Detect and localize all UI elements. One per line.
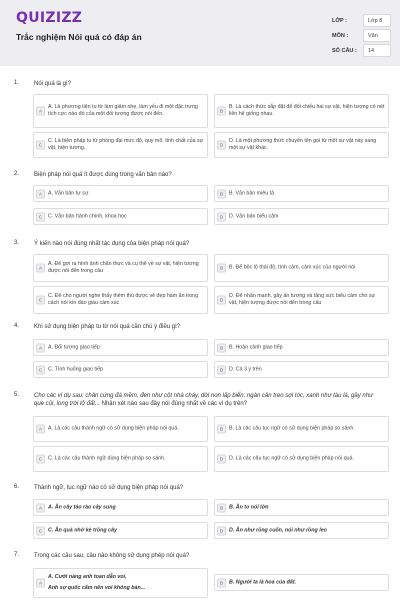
option-text: C. Để cho người nghe thấy thêm thú được vẻ đẹp hàm ẩn trong cách nói kín đáo giàu cảm xúc [48,292,199,306]
question-number: 6. [14,484,20,490]
option-letter: B [217,189,226,198]
option-text: D. Là các câu tục ngữ có sử dụng biện pháp nói quá. [229,455,354,462]
option-c[interactable] [33,286,208,314]
question-text: Ý kiến nào nói đúng nhất tác dụng của biện pháp nói quá? [34,241,190,247]
option-text: B. Văn bản miêu tả [229,189,275,196]
option-d[interactable] [214,208,389,225]
option-letter: D [217,365,226,374]
option-b[interactable] [214,574,389,591]
option-c[interactable] [33,446,208,472]
option-a[interactable] [33,254,208,282]
option-text: D. Văn bản biểu cảm [229,212,279,219]
question-examples: Cho các ví dụ sau: chân cứng đá mềm, đen như cột nhà cháy, dời non lấp biển, ngàn cân treo sợi tóc, xanh như tàu lá, gầy như que củi, long trời lở đất... [34,393,373,407]
option-text: B. Là các câu tục ngữ có sử dụng biện pháp so sánh. [229,425,355,432]
option-text: A. Là phương tiện tu từ làm giảm nhẹ, làm yếu đi một đặc trưng tích cực nào đó của một đối tượng được nói đến. [48,103,198,117]
option-d[interactable] [214,286,389,314]
question-number: 2. [14,171,20,177]
option-text: C. Tình huống giao tiếp [48,365,103,372]
quizizz-logo: QUIZIZZ [16,10,83,26]
option-letter: D [217,141,226,150]
option-text: C. Văn bản hành chính, khoa học [48,212,127,219]
option-b[interactable] [214,499,389,516]
option-text: C. Ăn quả nhớ kẻ trồng cây [48,526,117,533]
option-a[interactable] [33,339,208,356]
option-letter: B [217,343,226,352]
option-text: B. Là cách thức sắp đặt để đối chiếu hai sự vật, hiện tượng có nét liên hệ giống nhau. [229,103,385,117]
option-letter: B [217,578,226,587]
option-letter: A [36,579,45,588]
option-text: A. Cưới nàng anh toan dẫn voi, Anh sợ quốc cấm nên voi không bàn... [48,574,146,591]
option-text: B. Hoàn cảnh giao tiếp [229,343,283,350]
option-letter: B [217,503,226,512]
option-text: C. Là các câu thành ngữ dùng biện pháp so sánh. [48,455,166,462]
option-d[interactable] [214,522,389,539]
option-c[interactable] [33,361,208,378]
option-letter: D [217,296,226,305]
option-letter: B [217,264,226,273]
question-number: 5. [14,392,20,398]
meta-subject-label: MÔN : [332,33,349,39]
option-a[interactable] [33,568,208,598]
option-letter: B [217,425,226,434]
meta-question-count-value: 14 [363,44,391,57]
option-letter: B [217,107,226,116]
option-letter: C [36,212,45,221]
meta-subject [330,29,392,43]
option-text: D. Là một phương thức chuyển tên gọi từ một sự vật này sang một sự vật khác. [229,137,377,151]
option-letter: C [36,141,45,150]
question-text: Nói quá là gì? [34,81,72,87]
option-b[interactable] [214,339,389,356]
meta-grade-value: Lớp 8 [363,14,391,27]
question-text: Trong các câu sau, câu nào không sử dụng phép nói quá? [34,553,190,559]
option-a[interactable] [33,185,208,202]
meta-question-count [330,44,392,58]
option-letter: A [36,189,45,198]
question-text: Biện pháp nói quá ít được dùng trong văn bản nào? [34,172,172,178]
option-text: A. Để gợi ra hình ảnh chân thực và cụ thể về sự vật, hiện tượng được nói đến trong câu [48,260,199,274]
option-letter: D [217,526,226,535]
option-letter: D [217,212,226,221]
question-number: 1. [14,80,20,86]
option-letter: C [36,296,45,305]
option-text: A. Văn bản tự sự [48,189,89,196]
option-text: B. Để bộc lộ thái độ, tình cảm, cảm xúc của người nói [229,264,356,271]
option-a[interactable] [33,416,208,442]
question-text: Khi sử dụng biện pháp tu từ nói quá cần chú ý điều gì? [34,324,181,330]
option-text: D. Ăn như rồng cuốn, nói như rồng leo [229,526,327,533]
option-a[interactable] [33,94,208,128]
option-b[interactable] [214,416,389,442]
header [0,0,400,66]
option-a[interactable] [33,499,208,516]
option-letter: A [36,503,45,512]
question-number: 4. [14,323,20,329]
option-letter: C [36,365,45,374]
option-b[interactable] [214,254,389,282]
option-b[interactable] [214,185,389,202]
option-letter: A [36,425,45,434]
meta-grade-label: LỚP : [332,18,347,24]
question-number: 3. [14,240,20,246]
page-title: Trắc nghiệm Nói quá có đáp án [16,32,142,42]
option-letter: C [36,526,45,535]
option-c[interactable] [33,132,208,158]
option-text: B. Ăn to nói lớn [229,503,269,510]
meta-subject-value: Văn [363,29,391,42]
option-letter: A [36,264,45,273]
option-c[interactable] [33,208,208,225]
meta-question-count-label: SỐ CÂU : [332,48,357,54]
option-letter: D [217,455,226,464]
option-letter: C [36,455,45,464]
question-text: Thành ngữ, tục ngữ nào có sử dụng biện pháp nói quá? [34,485,184,491]
option-text: D. Để nhấn mạnh, gây ấn tượng và tăng sức biểu cảm cho sự vật, hiện tượng được nói đến trong câu [229,292,376,306]
option-text: B. Người ta là hoa của đất. [229,578,297,585]
option-text: A. Ăn cây táo rào cây sung [48,503,116,510]
option-c[interactable] [33,522,208,539]
question-prompt: Nhận xét nào sau đây nói đúng nhất về các ví dụ trên? [99,401,248,407]
option-letter: A [36,107,45,116]
question-number: 7. [14,552,20,558]
option-text: C. Là biện pháp tu từ phóng đại mức độ, quy mô, tính chất của sự vật, hiện tượng. [48,137,204,151]
option-b[interactable] [214,94,389,128]
meta-grade [330,14,392,28]
option-letter: A [36,343,45,352]
option-d[interactable] [214,132,389,158]
question-text [34,392,384,408]
option-d[interactable] [214,361,389,378]
option-text: A. Đối tượng giao tiếp [48,343,100,350]
option-text: A. Là các câu thành ngữ có sử dụng biện pháp nói quá. [48,425,179,432]
option-text: D. Cả 3 ý trên [229,365,262,372]
option-d[interactable] [214,446,389,472]
